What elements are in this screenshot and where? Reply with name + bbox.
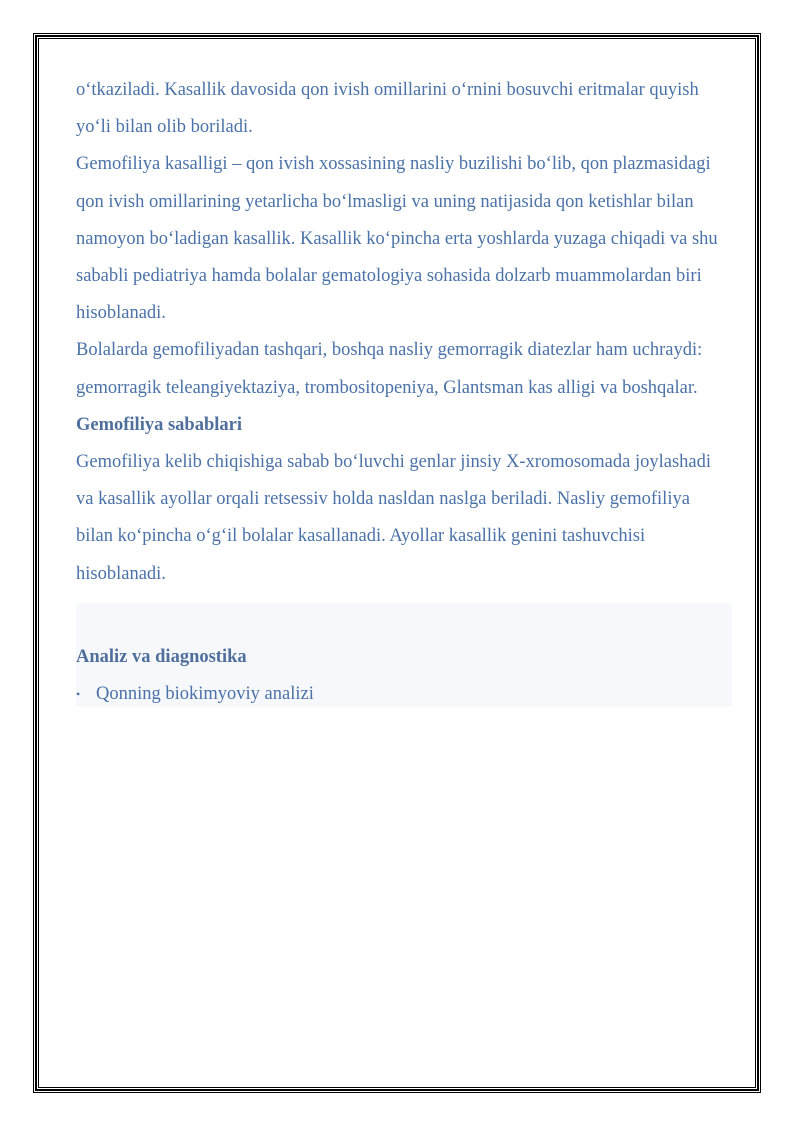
document-body (76, 72, 728, 707)
analysis-section (76, 603, 732, 707)
paragraph-causes: Gemofiliya kelib chiqishiga sabab boʻluvchi genlar jinsiy X-xromosomada joylashadi va kasallik ayollar orqali retsessiv holda nasldan naslga beriladi. Nasliy gemofiliya bilan koʻpincha oʻgʻil bolalar kasallanadi. Ayollar kasallik genini tashuvchisi hisoblanadi. (76, 452, 712, 584)
paragraph-gemofiliya-definition: Gemofiliya kasalligi – qon ivish xossasining nasliy buzilishi boʻlib, qon plazmasidagi qon ivish omillarining yetarlicha boʻlmasligi va uning natijasida qon ketishlar bilan namoyon boʻladigan kasallik. Kasallik koʻpincha erta yoshlarda yuzaga chiqadi va shu sababli pediatriya hamda bolalar gematologiya sohasida dolzarb muammolardan biri hisoblanadi. (76, 154, 718, 324)
bullet-icon: • (76, 686, 81, 701)
paragraph-continuation: oʻtkaziladi. Kasallik davosida qon ivish omillarini oʻrnini bosuvchi eritmalar quyish yoʻli bilan olib boriladi. (76, 80, 699, 138)
list-item (76, 676, 314, 713)
paragraph-other-diseases: Bolalarda gemofiliyadan tashqari, boshqa nasliy gemorragik diatezlar ham uchraydi: gemorragik teleangiyektaziya, trombositopeniya, Glantsman kas alligi va boshqalar. (76, 340, 703, 398)
analysis-list (76, 676, 314, 713)
list-item-text: Qonning biokimyoviy analizi (96, 683, 314, 704)
heading-analysis: Analiz va diagnostika (76, 646, 247, 667)
heading-causes: Gemofiliya sabablari (76, 414, 242, 435)
